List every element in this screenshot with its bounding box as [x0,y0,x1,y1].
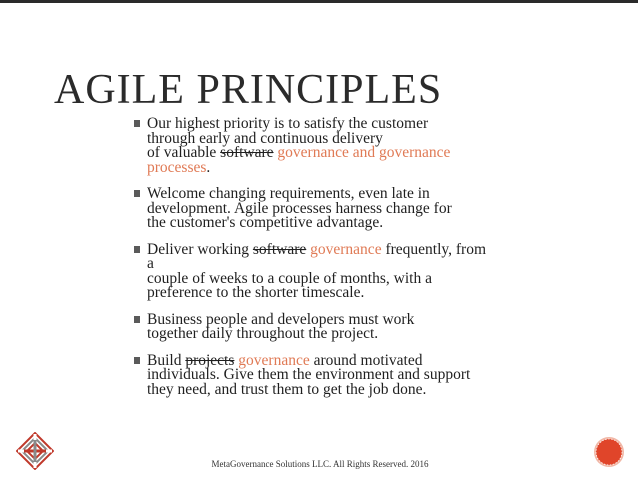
inserted-text: governance [234,351,310,369]
bullet-square-icon [134,190,140,197]
principles-list [134,117,574,409]
inserted-text: governance [306,240,382,258]
bullet-square-icon [134,120,140,127]
inserted-text: processes [147,158,207,176]
bullet-square-icon [134,246,140,253]
strikethrough-text: projects [185,351,235,369]
slide-number-circle-icon [593,436,625,468]
bullet-square-icon [134,316,140,323]
strikethrough-text: software [220,144,274,161]
top-rule [0,0,638,3]
footer-copyright: MetaGovernance Solutions LLC. All Rights Reserved. 2016 [211,459,429,469]
list-item: Deliver working software governance frequently, from a couple of weeks to a couple of months, with a preference to the shorter timescale. [134,243,574,301]
company-logo-icon [16,432,54,470]
inserted-text: governance and governance [273,144,451,161]
slide-title: AGILE PRINCIPLES [54,67,443,113]
strikethrough-text: software [252,240,307,258]
bullet-square-icon [134,357,140,364]
list-item: Business people and developers must work together daily throughout the project. [134,313,574,342]
list-item: Our highest priority is to satisfy the customer through early and continuous delivery of valuable software governance and governance processes. [134,117,574,175]
list-item: Build projects governance around motivated individuals. Give them the environment and support they need, and trust them to get the job done. [134,354,574,398]
list-item: Welcome changing requirements, even late in development. Agile processes harness change for the customer's competitive advantage. [134,187,574,231]
